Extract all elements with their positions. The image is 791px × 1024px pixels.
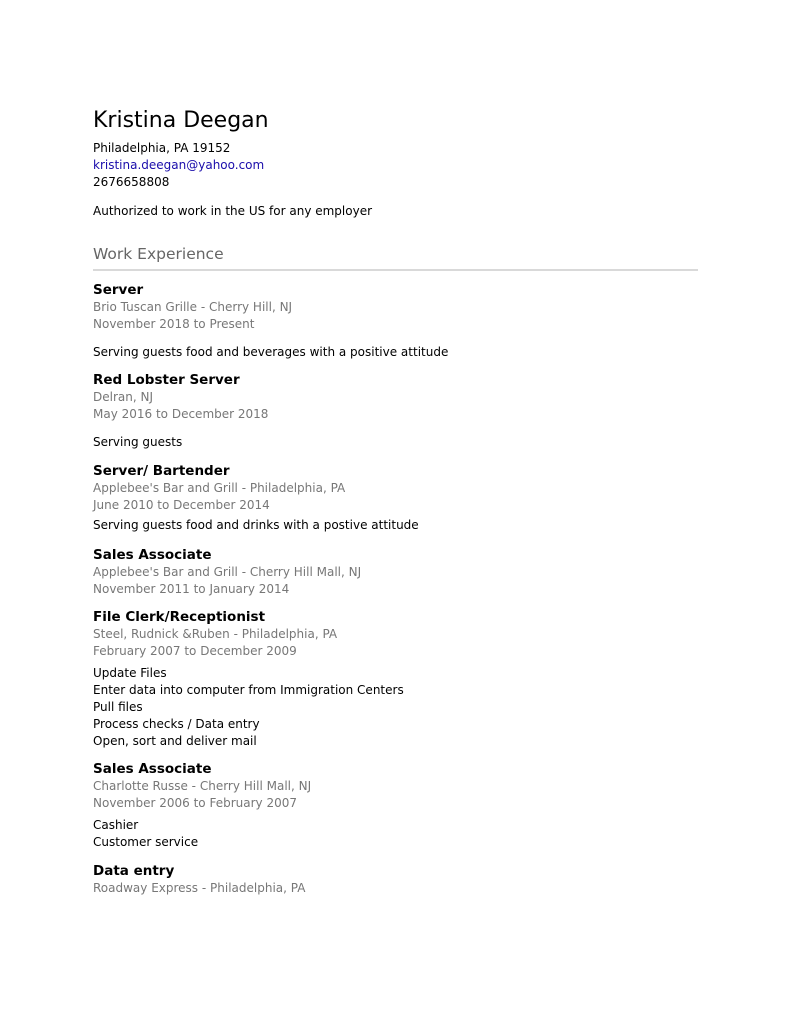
- section-divider: [93, 269, 698, 271]
- job-company-location: Roadway Express - Philadelphia, PA: [93, 881, 306, 895]
- job-company: Charlotte Russe: [93, 779, 188, 793]
- job-company-location: Applebee's Bar and Grill - Philadelphia, PA: [93, 481, 346, 495]
- job-company-location: Applebee's Bar and Grill - Cherry Hill Mall, NJ: [93, 565, 362, 579]
- job-company: Applebee's Bar and Grill: [93, 481, 238, 495]
- job-description-line: Serving guests food and beverages with a positive attitude: [93, 345, 449, 359]
- job-dates: November 2018 to Present: [93, 317, 255, 331]
- job-entry: [93, 608, 698, 750]
- job-company-location: Brio Tuscan Grille - Cherry Hill, NJ: [93, 300, 293, 314]
- job-description: [93, 344, 698, 361]
- job-company: Applebee's Bar and Grill: [93, 565, 238, 579]
- job-company-location: Charlotte Russe - Cherry Hill Mall, NJ: [93, 779, 312, 793]
- job-location: Cherry Hill Mall, NJ: [199, 779, 312, 793]
- job-location: Philadelphia, PA: [210, 881, 306, 895]
- job-title: Red Lobster Server: [93, 372, 240, 388]
- job-description-line: Serving guests food and drinks with a postive attitude: [93, 518, 419, 532]
- job-description-line: Process checks / Data entry: [93, 717, 260, 731]
- job-location: Philadelphia, PA: [241, 627, 338, 641]
- job-description-line: Customer service: [93, 835, 199, 849]
- job-description: [93, 434, 698, 451]
- job-company: Steel, Rudnick &Ruben: [93, 627, 230, 641]
- job-description: [93, 817, 698, 851]
- job-location: Cherry Hill, NJ: [208, 300, 293, 314]
- job-description-line: Update Files: [93, 666, 167, 680]
- job-title: Data entry: [93, 863, 175, 879]
- job-description: [93, 665, 698, 750]
- job-entry: [93, 862, 698, 897]
- job-description-line: Enter data into computer from Immigration Centers: [93, 683, 404, 697]
- job-description-line: Cashier: [93, 818, 139, 832]
- location-text: Philadelphia, PA 19152: [93, 141, 231, 155]
- job-description-line: Serving guests: [93, 435, 183, 449]
- candidate-name: Kristina Deegan: [93, 108, 269, 133]
- job-company-location: Steel, Rudnick &Ruben - Philadelphia, PA: [93, 627, 338, 641]
- job-title: Sales Associate: [93, 761, 212, 777]
- job-title: Server: [93, 282, 144, 298]
- contact-block: [93, 140, 264, 191]
- job-title: Server/ Bartender: [93, 463, 230, 479]
- job-entry: [93, 760, 698, 851]
- work-authorization: Authorized to work in the US for any employer: [93, 204, 373, 218]
- job-dates: November 2011 to January 2014: [93, 582, 290, 596]
- job-location: Delran, NJ: [93, 390, 153, 404]
- job-location: Philadelphia, PA: [249, 481, 346, 495]
- job-title: File Clerk/Receptionist: [93, 609, 266, 625]
- job-entry: [93, 462, 698, 534]
- job-dates: February 2007 to December 2009: [93, 644, 297, 658]
- job-title: Sales Associate: [93, 547, 212, 563]
- job-description: [93, 517, 698, 534]
- phone-text: 2676658808: [93, 175, 170, 189]
- job-company: Brio Tuscan Grille: [93, 300, 198, 314]
- job-dates: June 2010 to December 2014: [93, 498, 270, 512]
- section-title-work-experience: Work Experience: [93, 245, 224, 263]
- job-description-line: Open, sort and deliver mail: [93, 734, 257, 748]
- job-entry: [93, 281, 698, 361]
- job-entry: [93, 371, 698, 451]
- job-description-line: Pull files: [93, 700, 143, 714]
- job-location: Cherry Hill Mall, NJ: [249, 565, 362, 579]
- email-link[interactable]: kristina.deegan@yahoo.com: [93, 158, 265, 172]
- job-entry: [93, 546, 698, 598]
- job-dates: May 2016 to December 2018: [93, 407, 269, 421]
- job-dates: November 2006 to February 2007: [93, 796, 297, 810]
- job-company: Roadway Express: [93, 881, 199, 895]
